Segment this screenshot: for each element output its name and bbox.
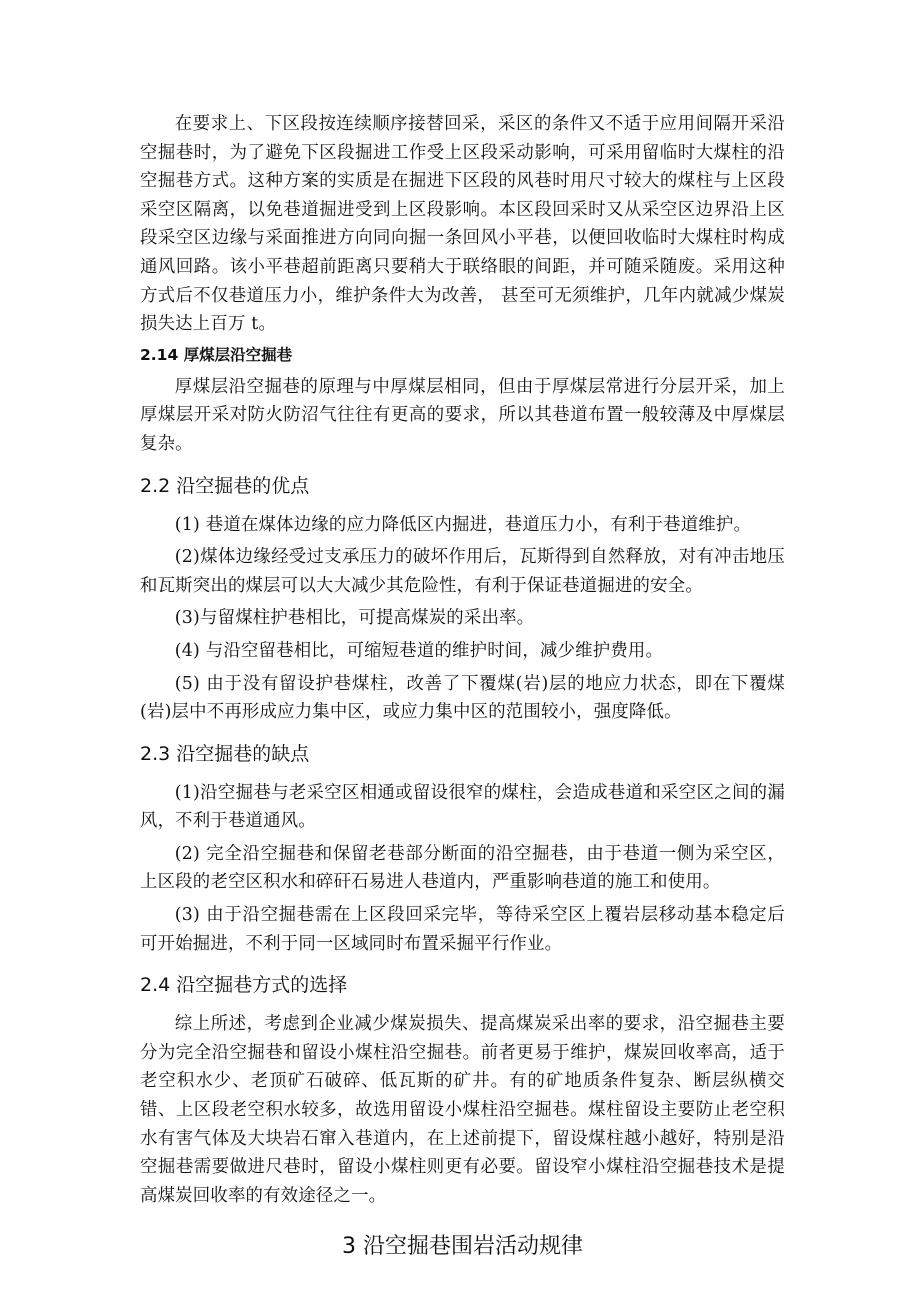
section-2-14-paragraph: 厚煤层沿空掘巷的原理与中厚煤层相同，但由于厚煤层常进行分层开采，加上厚煤层开采对防火防沼气往往有更高的要求，所以其巷道布置一般较薄及中厚煤层复杂。 [140,376,785,454]
chapter-3-heading: 3 沿空掘巷围岩活动规律 [342,1234,583,1260]
disadvantage-item-1: (1)沿空掘巷与老采空区相通或留设很窄的煤柱，会造成巷道和采空区之间的漏风，不利于巷道通风。 [140,782,785,832]
section-2-3-heading: 2.3 沿空掘巷的缺点 [140,742,310,765]
advantage-item-5: (5) 由于没有留设护巷煤柱，改善了下覆煤(岩)层的地应力状态，即在下覆煤(岩)层中不再形成应力集中区，或应力集中区的范围较小，强度降低。 [140,673,785,723]
intro-paragraph: 在要求上、下区段按连续顺序接替回采，采区的条件又不适于应用间隔开采沿空掘巷时，为了避免下区段掘进工作受上区段采动影响，可采用留临时大煤柱的沿空掘巷方式。这种方案的实质是在掘进下区段的风巷时用尺寸较大的煤柱与上区段采空区隔离，以免巷道掘进受到上区段影响。本区段回采时又从采空区边界沿上区段采空区边缘与采面推进方向同向掘一条回风小平巷，以便回收临时大煤柱时构成通风回路。该小平巷超前距离只要稍大于联络眼的间距，并可随采随废。采用这种方式后不仅巷道压力小，维护条件大为改善， 甚至可无须维护，几年内就减少煤炭损失达上百万 t。 [140,114,785,335]
advantage-item-2: (2)煤体边缘经受过支承压力的破坏作用后，瓦斯得到自然释放，对有冲击地压和瓦斯突出的煤层可以大大减少其危险性，有利于保证巷道掘进的安全。 [140,547,785,596]
advantage-item-4: (4) 与沿空留巷相比，可缩短巷道的维护时间，减少维护费用。 [174,640,664,661]
document-page [140,110,785,1264]
section-2-14-heading: 2.14 厚煤层沿空掘巷 [140,345,293,364]
section-2-4-paragraph: 综上所述，考虑到企业减少煤炭损失、提高煤炭采出率的要求，沿空掘巷主要分为完全沿空掘巷和留设小煤柱沿空掘巷。前者更易于维护，煤炭回收率高，适于老空积水少、老顶矿石破碎、低瓦斯的矿井。有的矿地质条件复杂、断层纵横交错、上区段老空积水较多，故选用留设小煤柱沿空掘巷。煤柱留设主要防止老空积水有害气体及大块岩石窜入巷道内，在上述前提下，留设煤柱越小越好，特别是沿空掘巷需要做进尺巷时，留设小煤柱则更有必要。留设窄小煤柱沿空掘巷技术是提高煤炭回收率的有效途径之一。 [140,1014,785,1206]
advantage-item-1: (1) 巷道在煤体边缘的应力降低区内掘进，巷道压力小，有利于巷道维护。 [174,514,752,535]
section-2-4-heading: 2.4 沿空掘巷方式的选择 [140,974,348,997]
disadvantage-item-2: (2) 完全沿空掘巷和保留老巷部分断面的沿空掘巷，由于巷道一侧为采空区，上区段的老空区积水和碎矸石易进人巷道内，严重影响巷道的施工和使用。 [140,843,785,893]
disadvantage-item-3: (3) 由于沿空掘巷需在上区段回采完毕，等待采空区上覆岩层移动基本稳定后可开始掘进，不利于同一区域同时布置采掘平行作业。 [140,905,785,954]
advantage-item-3: (3)与留煤柱护巷相比，可提高煤炭的采出率。 [174,608,535,629]
section-2-2-heading: 2.2 沿空掘巷的优点 [140,474,310,497]
